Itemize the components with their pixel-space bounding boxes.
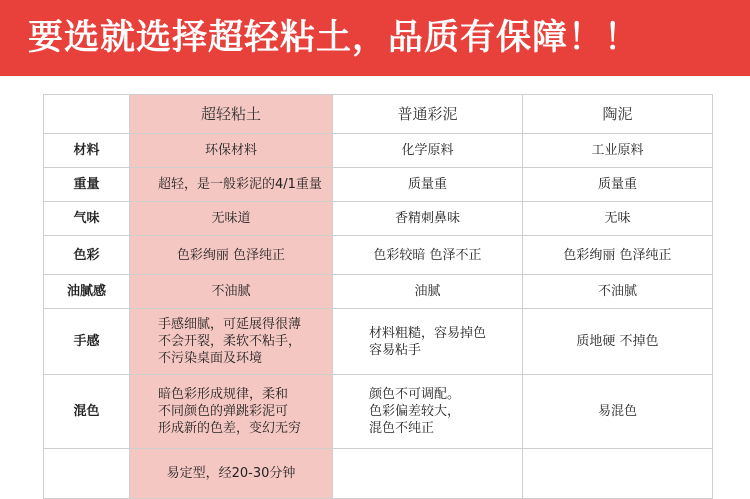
promo-banner	[0, 0, 750, 76]
row-label: 色彩	[43, 236, 130, 275]
plasticine-cell-line: 颜色不可调配。	[369, 387, 461, 402]
ceramic-cell	[523, 449, 713, 499]
column-header	[43, 94, 130, 134]
ceramic-cell	[523, 134, 713, 168]
row-label: 混色	[43, 375, 130, 449]
plasticine-cell-line: 混色不纯正	[369, 421, 435, 436]
row-label: 重量	[43, 168, 130, 202]
ceramic-cell	[523, 375, 713, 449]
banner-headline: 要选就选择超轻粘土，品质有保障！！	[28, 18, 641, 58]
clay-cell-line: 不同颜色的弹跳彩泥可	[158, 404, 289, 419]
clay-cell	[130, 134, 333, 168]
clay-cell	[130, 275, 333, 309]
clay-cell-line: 无味道	[211, 211, 251, 226]
plasticine-cell	[333, 309, 523, 375]
clay-cell	[130, 309, 333, 375]
table-row	[43, 202, 713, 236]
plasticine-cell-line: 色彩较暗 色泽不正	[373, 247, 482, 263]
ceramic-cell-line: 不油腻	[597, 284, 637, 299]
clay-cell-line: 不会开裂，柔软不粘手，	[158, 334, 302, 349]
ceramic-cell	[523, 202, 713, 236]
clay-cell-line: 形成新的色差，变幻无穷	[158, 421, 302, 436]
clay-cell-line: 环保材料	[204, 143, 257, 158]
table-row	[43, 134, 713, 168]
clay-cell-line: 暗色彩形成规律，柔和	[158, 387, 289, 402]
row-label: 手感	[43, 309, 130, 375]
plasticine-cell	[333, 168, 523, 202]
ceramic-cell	[523, 275, 713, 309]
clay-cell	[130, 202, 333, 236]
ceramic-cell	[523, 168, 713, 202]
clay-cell-line: 不污染桌面及环境	[158, 351, 263, 366]
ceramic-cell	[523, 236, 713, 275]
ceramic-cell-line: 质地硬 不掉色	[576, 334, 659, 349]
plasticine-cell-line: 化学原料	[401, 143, 454, 158]
column-header: 超轻粘土	[130, 94, 333, 134]
row-label: 油腻感	[43, 275, 130, 309]
clay-cell-line: 不油腻	[211, 284, 251, 299]
clay-cell-line: 手感细腻，可延展得很薄	[158, 317, 302, 332]
plasticine-cell-line: 材料粗糙，容易掉色	[369, 325, 487, 341]
column-header: 普通彩泥	[333, 94, 523, 134]
clay-cell-line: 易定型，经20-30分钟	[166, 466, 296, 481]
ceramic-cell-line: 质量重	[597, 177, 637, 192]
plasticine-cell	[333, 202, 523, 236]
clay-cell	[130, 168, 333, 202]
plasticine-cell	[333, 134, 523, 168]
ceramic-cell-line: 易混色	[597, 404, 637, 419]
ceramic-cell-line: 无味	[604, 211, 631, 226]
plasticine-cell	[333, 375, 523, 449]
column-header: 陶泥	[523, 94, 713, 134]
ceramic-cell-line: 色彩绚丽 色泽纯正	[563, 247, 672, 263]
clay-cell	[130, 236, 333, 275]
plasticine-cell-line: 油腻	[414, 284, 441, 299]
clay-cell-line: 色彩绚丽 色泽纯正	[176, 247, 286, 263]
plasticine-cell	[333, 236, 523, 275]
clay-cell	[130, 449, 333, 499]
table-row	[43, 449, 713, 499]
table-row	[43, 309, 713, 375]
row-label: 气味	[43, 202, 130, 236]
table-row	[43, 236, 713, 275]
table-header-row	[43, 94, 713, 134]
plasticine-cell-line: 质量重	[407, 177, 447, 192]
ceramic-cell-line: 工业原料	[591, 143, 644, 158]
plasticine-cell	[333, 449, 523, 499]
table-row	[43, 375, 713, 449]
row-label	[43, 449, 130, 499]
clay-cell-line: 超轻，是一般彩泥的4/1重量	[158, 177, 322, 192]
ceramic-cell	[523, 309, 713, 375]
table-row	[43, 168, 713, 202]
clay-cell	[130, 375, 333, 449]
plasticine-cell	[333, 275, 523, 309]
plasticine-cell-line: 容易粘手	[369, 342, 422, 358]
plasticine-cell-line: 香精刺鼻味	[394, 211, 460, 226]
table-row	[43, 275, 713, 309]
row-label: 材料	[43, 134, 130, 168]
plasticine-cell-line: 色彩偏差较大，	[369, 404, 461, 419]
